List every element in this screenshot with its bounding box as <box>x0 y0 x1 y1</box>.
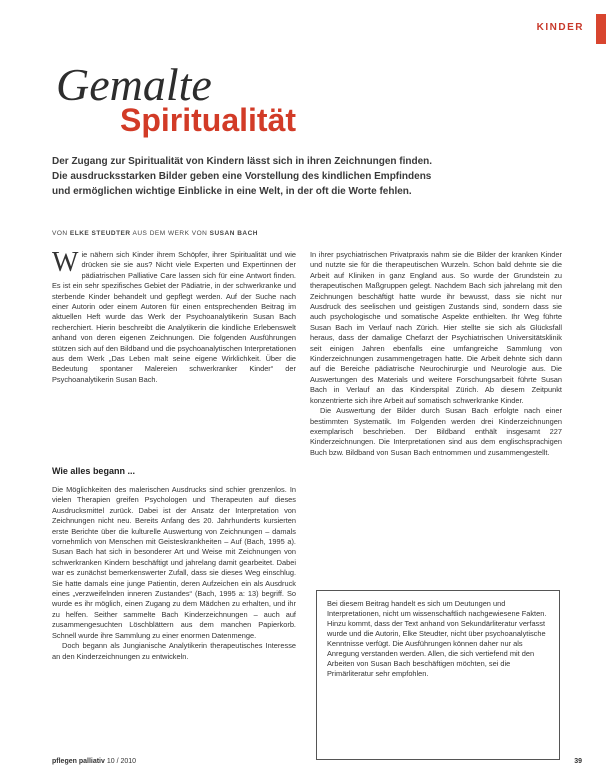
body-paragraph-2: Doch begann als Jungianische Analytikerin therapeutisches Interesse an den Kinderzeichnungen zu entwickeln. <box>52 641 296 661</box>
section-color-bar <box>596 14 606 44</box>
byline-prefix: VON <box>52 230 68 237</box>
drop-cap: W <box>52 247 79 278</box>
footer-publication <box>52 758 136 765</box>
lead-line-2: Die ausdrucksstarken Bilder geben eine Vorstellung des kindlichen Empfindens <box>52 171 432 182</box>
page-number: 39 <box>574 758 582 765</box>
right-paragraph-1: In ihrer psychiatrischen Privatpraxis nahm sie die Bilder der kranken Kinder und nutzte sie für die therapeutischen Wurzeln. Schon bald dehnte sie die Arbeit auf Kliniken in ganz England aus. So wurde der Grundstein zu therapeutischen Maßgruppen gelegt. Nachdem Bach sich jahrelang mit den Zeichnungen beschäftigt hatte wurde ihr bewusst, dass sie nicht nur Ausdruck des seelischen und geistigen Zustands sind, sondern dass sie auch psychologische und somatische Aspekte enthielten. Ihr Weg führte Susan Bach im Verlauf nach Zürich. Hier stellte sie sich als Glücksfall heraus, dass der damalige Chefarzt der Psychiatrischen Universitätsklinik seit einigen Jahren ebenfalls eine umfangreiche Sammlung von Kinderzeichnungen zusammengetragen hatte. Die Arbeit dehnte sich dann auf die Bereiche pädiatrische Neurochirurgie und Neurologie aus. Die Auswertungen des Materials und weitere Forschungsarbeit führte Susan Bach in Verlauf an das Kinderspital Zürich. Ab diesem Zeitpunkt konzentrierte sich ihre Arbeit auf somatisch schwerkranke Kinder. <box>310 250 562 405</box>
right-paragraph-2: Die Auswertung der Bilder durch Susan Bach erfolgte nach einer bestimmten Systematik. Im Folgenden werden drei Kinderzeichnungen exemplarisch beschrieben. Der Bildband enthält insgesamt 227 Kinderzeichnungen. Die Interpretationen sind aus dem englischsprachigen Buch bzw. Bildband von Susan Bach entnommen und zusammengestellt. <box>310 406 562 457</box>
intro-text: ie nähern sich Kinder ihrem Schöpfer, ihrer Spiritualität und wie drücken sie sie aus? Nicht viele Experten und Expertinnen der pädiatrischen Palliative Care lassen sich für eine Antwort finden. Es ist ein sehr spezifisches Gebiet der Pädiatrie, in der schwerkranke und sterbende Kinder behandelt und gepflegt werden. Auf der Suche nach einer Autorin oder einem Autoren für einen entsprechenden Beitrag im aktuellen Heft wurde das Werk der Psychoanalytikerin Susan Bach recherchiert. Hierin beschreibt die Analytikerin die kindliche Erlebenswelt anhand von deren eigenen Zeichnungen. Die folgenden Ausführungen stützen sich auf den Bildband und die psychoanalytischen Interpretationen aus dem Werk „Das Leben malt seine eigene Wirklichkeit. Über die Bedeutung spontaner Malereien schwerkranker Kinder“ der Psychoanalytikerin Susan Bach. <box>52 250 296 384</box>
info-box <box>316 590 560 760</box>
section-label: KINDER <box>536 22 584 33</box>
title-line-1: Gemalte <box>56 59 212 110</box>
body-paragraph-1: Die Möglichkeiten des malerischen Ausdrucks sind schier grenzenlos. In vielen Therapien greifen Psychologen und Therapeuten auf dieses Ausdrucksmittel zurück. Dabei ist der Ansatz der Interpretation von Zeichnungen nicht neu. Bereits Anfang des 20. Jahrhunderts kursierten erste Berichte über die kulturelle Auswertung von Zeichnungen – damals vornehmlich von Menschen mit Geisteskrankheiten – Auf (Bach, 1995 a). Susan Bach hat sich in besonderer Art und Weise mit Zeichnungen von schwerkranken Kindern beschäftigt und jahrelang damit gearbeitet. Dabei war es zunächst bemerkenswerter Zufall, dass sie dieses Weg einschlug. Sie hatte damals eine junge Patientin, deren Aufzeichen ein als Ausdruck eines „verzweifelnden inneren Zustandes“ (Bach, 1995 a: 13) begriff. So wurde es ihr möglich, einen Zugang zu dem Mädchen zu erhalten, und ihr zu helfen. Seither sammelte Bach Kinderzeichnungen – auch auf zusammengesuchten Löschblättern aus dem manchen Papierkorb. Schnell wurde ihre Sammlung zu einer enormen Datenmenge. <box>52 485 296 640</box>
lead-line-3: und ermöglichen wichtige Einblicke in eine Welt, in der oft die Worte fehlen. <box>52 186 412 197</box>
byline-middle: AUS DEM WERK VON <box>132 230 208 237</box>
byline-author: ELKE STEUDTER <box>69 230 131 237</box>
left-column-intro <box>52 247 296 385</box>
subhead: Wie alles begann ... <box>52 466 135 476</box>
byline-source: SUSAN BACH <box>209 230 258 237</box>
title-line-2: Spiritualität <box>120 102 297 138</box>
info-box-text: Bei diesem Beitrag handelt es sich um Deutungen und Interpretationen, nicht um wissenschaftlich nachgewiesene Fakten. Hinzu kommt, dass der Text anhand von Sekundärliteratur verfasst wurde und die Autorin, Elke Steudter, nicht über psychoanalytische Kenntnisse verfügt. Die Ausführungen können daher nur als Anregung verstanden werden. Allen, die sich vertiefend mit den Arbeiten von Susan Bach beschäftigen möchten, sei die Primärliteratur sehr empfohlen. <box>327 599 547 678</box>
right-column-body <box>310 250 562 458</box>
lead-line-1: Der Zugang zur Spiritualität von Kindern lässt sich in ihren Zeichnungen finden. <box>52 156 433 167</box>
publication-name: pflegen palliativ <box>52 758 105 765</box>
lead-paragraph <box>52 154 552 199</box>
left-column-body <box>52 485 296 662</box>
byline <box>52 230 258 237</box>
issue-number: 10 / 2010 <box>106 758 137 765</box>
